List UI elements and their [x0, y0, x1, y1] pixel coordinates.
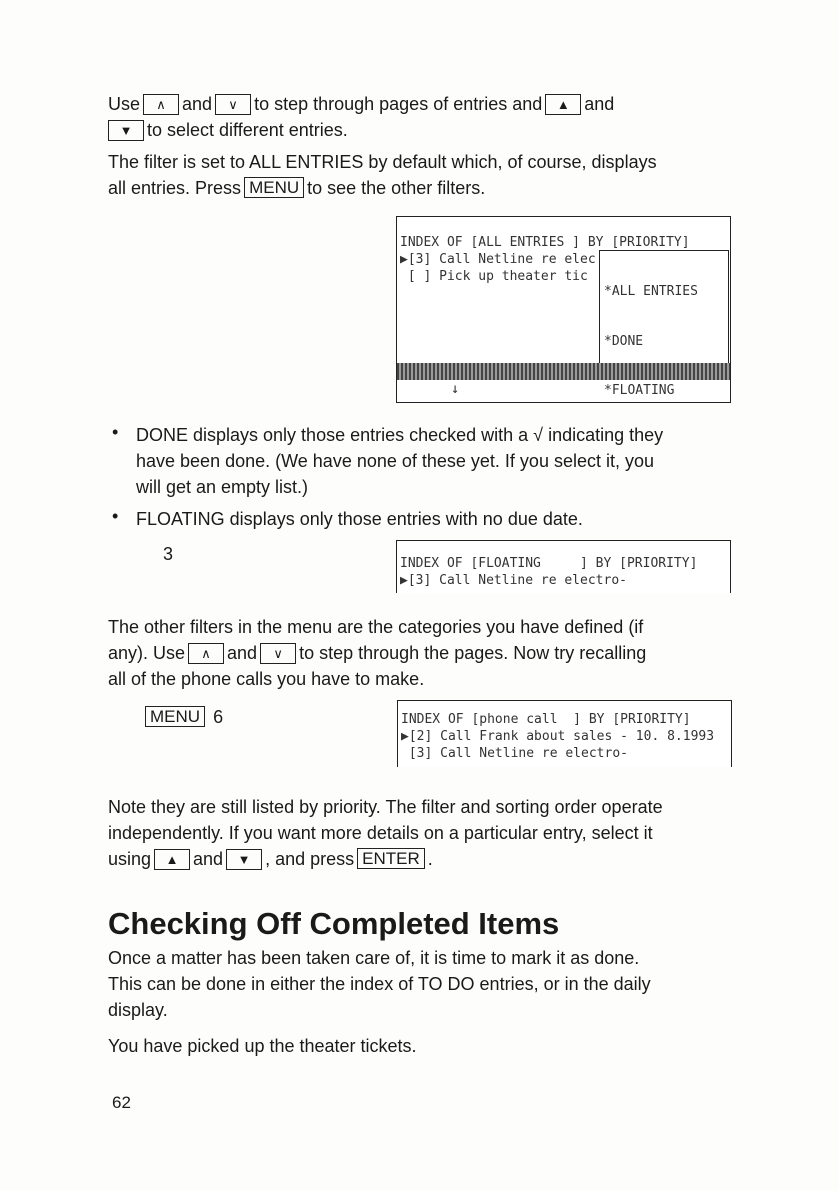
paragraph-navigation-cont [108, 117, 348, 143]
paragraph-priority-line3 [108, 846, 433, 872]
paragraph-filter-line2 [108, 175, 485, 201]
text: any). Use [108, 643, 186, 663]
screen-line: ▶[3] Call Netline re elec [400, 252, 596, 267]
menu-item[interactable]: *ALL ENTRIES [604, 284, 698, 299]
text: to see the other filters. [307, 178, 486, 198]
filter-menu [599, 250, 729, 398]
paragraph-other-filters-line2 [108, 640, 646, 666]
paragraph-checking-off: Once a matter has been taken care of, it is time to mark it as done. [108, 948, 640, 968]
up-small-key: ∧ [143, 94, 179, 115]
bullet-icon: • [112, 506, 119, 526]
paragraph-other-filters-line3: all of the phone calls you have to make. [108, 669, 425, 689]
step-key-3: 3 [163, 544, 174, 564]
function-key-bar [397, 363, 730, 380]
paragraph-checking-off-line2: This can be done in either the index of TO DO entries, or in the daily [108, 974, 651, 994]
section-heading: Checking Off Completed Items [108, 906, 560, 941]
paragraph-filter: The filter is set to ALL ENTRIES by default which, of course, displays [108, 152, 657, 172]
screen-floating [396, 540, 731, 593]
down-key: ▼ [108, 120, 144, 141]
menu-item[interactable]: *DONE [604, 333, 644, 349]
up-key: ▲ [154, 849, 190, 870]
text: , and press [265, 849, 355, 869]
page-number: 62 [112, 1093, 131, 1112]
text: and [193, 849, 224, 869]
screen-line: ▶[3] Call Netline re electro- [400, 573, 627, 588]
menu-item[interactable]: *FLOATING [604, 383, 675, 398]
screen-all-entries [396, 216, 731, 403]
up-key: ▲ [545, 94, 581, 115]
screen-line: INDEX OF [phone call ] BY [PRIORITY] [401, 712, 691, 727]
screen-line: [3] Call Netline re electro- [401, 746, 628, 761]
text: all entries. Press [108, 178, 242, 198]
text: . [427, 849, 433, 869]
down-small-key: ∨ [215, 94, 251, 115]
paragraph-other-filters: The other filters in the menu are the categories you have defined (if [108, 617, 644, 637]
paragraph-priority-line2: independently. If you want more details on a particular entry, select it [108, 823, 653, 843]
menu-key: MENU [145, 706, 205, 727]
paragraph-checking-off-line3: display. [108, 1000, 168, 1020]
screen-phone-call [397, 700, 732, 767]
bullet-done-line1: DONE displays only those entries checked with a √ indicating they [136, 425, 664, 445]
text: to step through the pages. Now try recalling [299, 643, 647, 663]
text: and [584, 94, 615, 114]
text: to select different entries. [147, 120, 348, 140]
menu-key: MENU [244, 177, 304, 198]
text: Use [108, 94, 141, 114]
step-menu-6 [145, 704, 223, 730]
paragraph-navigation [108, 91, 614, 117]
paragraph-theater: You have picked up the theater tickets. [108, 1036, 417, 1056]
bullet-done-line2: have been done. (We have none of these yet. If you select it, you [136, 451, 655, 471]
screen-line: ▶[2] Call Frank about sales - 10. 8.1993 [401, 729, 715, 744]
screen-line: INDEX OF [ALL ENTRIES ] BY [PRIORITY] [400, 235, 690, 250]
text: and [227, 643, 258, 663]
down-arrow-icon: ↓ [451, 381, 460, 397]
bullet-done-line3: will get an empty list.) [136, 477, 309, 497]
text: using [108, 849, 152, 869]
paragraph-priority: Note they are still listed by priority. The filter and sorting order operate [108, 797, 663, 817]
up-small-key: ∧ [188, 643, 224, 664]
screen-line: [ ] Pick up theater tic [400, 269, 588, 284]
text: 6 [213, 707, 224, 727]
bullet-floating: FLOATING displays only those entries with no due date. [136, 509, 583, 529]
text: and [182, 94, 213, 114]
bullet-icon: • [112, 422, 119, 442]
down-small-key: ∨ [260, 643, 296, 664]
text: to step through pages of entries and [254, 94, 543, 114]
down-key: ▼ [226, 849, 262, 870]
enter-key: ENTER [357, 848, 425, 869]
screen-line: INDEX OF [FLOATING ] BY [PRIORITY] [400, 556, 698, 571]
